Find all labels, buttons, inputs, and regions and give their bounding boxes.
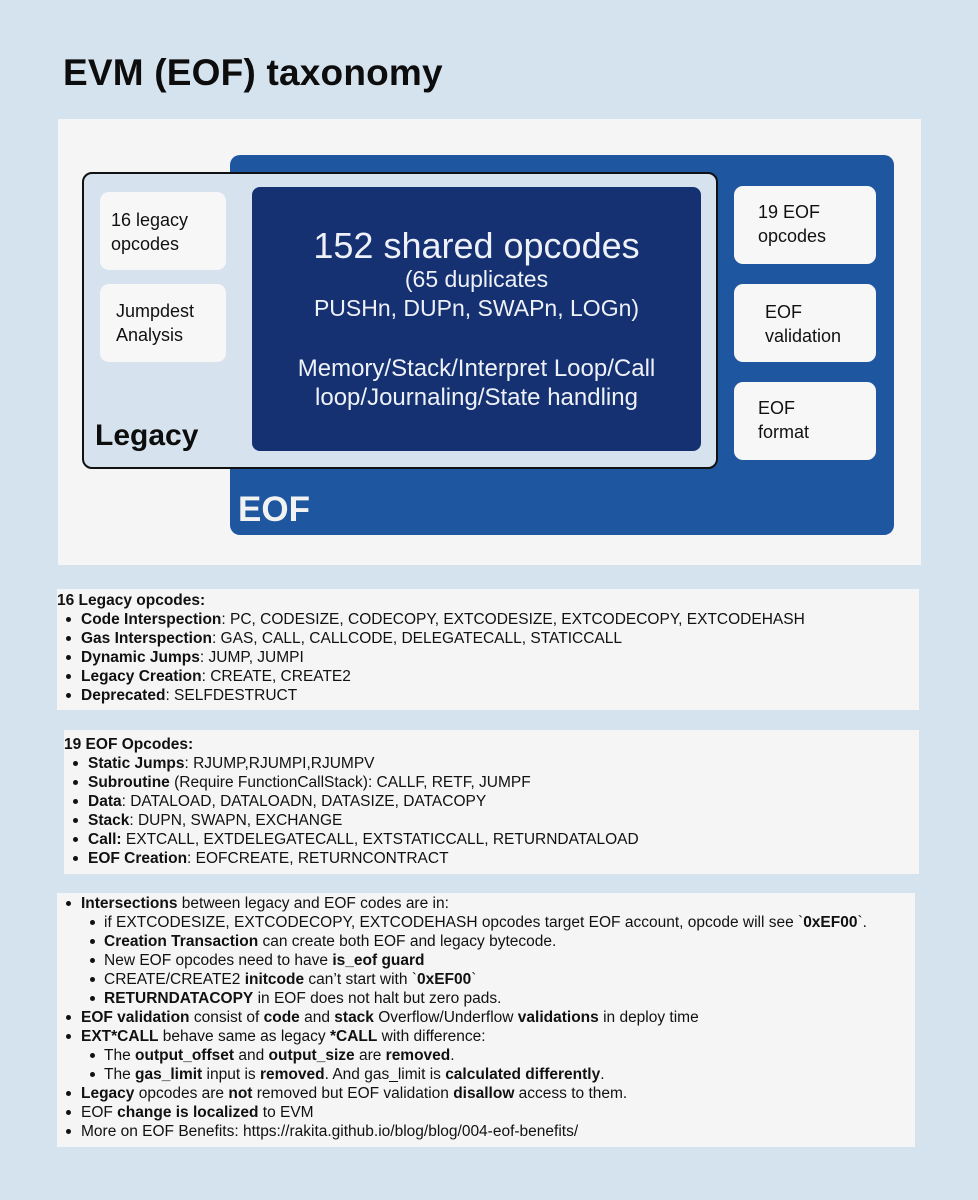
chip-line: 16 legacy	[111, 210, 189, 230]
eof-validation-chip	[734, 284, 876, 362]
list-item: Call: EXTCALL, EXTDELEGATECALL, EXTSTATICCALL, RETURNDATALOAD	[64, 830, 919, 849]
eof-opcodes-heading: 19 EOF Opcodes:	[64, 736, 194, 753]
chip-line: format	[758, 422, 810, 442]
shared-duplicates-note	[252, 265, 701, 323]
eof-opcodes-chip	[734, 186, 876, 264]
list-item: New EOF opcodes need to have is_eof guard	[57, 951, 915, 970]
chip-line: EOF	[765, 302, 803, 322]
list-item: Code Interspection: PC, CODESIZE, CODECOPY, EXTCODESIZE, EXTCODECOPY, EXTCODEHASH	[57, 610, 919, 629]
chip-line: Analysis	[116, 325, 184, 345]
page-title: EVM (EOF) taxonomy	[63, 52, 443, 93]
list-item: Static Jumps: RJUMP,RJUMPI,RJUMPV	[64, 754, 919, 773]
list-item: Legacy opcodes are not removed but EOF validation disallow access to them.	[57, 1084, 915, 1103]
list-item	[57, 1122, 915, 1141]
shared-opcodes-count: 152 shared opcodes	[313, 225, 640, 266]
chip-line: EOF	[758, 398, 796, 418]
list-item: RETURNDATACOPY in EOF does not halt but zero pads.	[57, 989, 915, 1008]
list-item: EOF Creation: EOFCREATE, RETURNCONTRACT	[64, 849, 919, 868]
notes-panel	[57, 893, 915, 1147]
list-item: The output_offset and output_size are removed.	[57, 1046, 915, 1065]
legacy-label: Legacy	[95, 419, 199, 452]
list-item: Data: DATALOAD, DATALOADN, DATASIZE, DATACOPY	[64, 792, 919, 811]
eof-benefits-link: More on EOF Benefits: https://rakita.github.io/blog/blog/004-eof-benefits/	[81, 1123, 579, 1140]
chip-line: opcodes	[758, 226, 827, 246]
shared-desc-line-2: loop/Journaling/State handling	[315, 384, 638, 411]
shared-sub-line-1: (65 duplicates	[404, 266, 549, 292]
chip-line: 19 EOF	[758, 202, 821, 222]
shared-desc-line-1: Memory/Stack/Interpret Loop/Call	[297, 355, 656, 382]
list-item: The gas_limit input is removed. And gas_limit is calculated differently.	[57, 1065, 915, 1084]
list-item: Gas Interspection: GAS, CALL, CALLCODE, DELEGATECALL, STATICCALL	[57, 629, 919, 648]
eof-label: EOF	[238, 490, 310, 529]
list-item: Legacy Creation: CREATE, CREATE2	[57, 667, 919, 686]
list-item: EXT*CALL behave same as legacy *CALL with difference:	[57, 1027, 915, 1046]
legacy-opcodes-panel	[57, 589, 919, 710]
legacy-opcodes-heading: 16 Legacy opcodes:	[57, 592, 206, 609]
chip-line: Jumpdest	[116, 301, 195, 321]
list-item: if EXTCODESIZE, EXTCODECOPY, EXTCODEHASH opcodes target EOF account, opcode will see `0xEF00`.	[57, 913, 915, 932]
list-item: Dynamic Jumps: JUMP, JUMPI	[57, 648, 919, 667]
list-item: EOF validation consist of code and stack Overflow/Underflow validations in deploy time	[57, 1008, 915, 1027]
eof-opcodes-list	[64, 754, 919, 868]
list-item: Deprecated: SELFDESTRUCT	[57, 686, 919, 705]
notes-list	[57, 894, 915, 1141]
shared-opcodes-box	[252, 187, 701, 451]
chip-line: opcodes	[111, 234, 180, 254]
list-item: Stack: DUPN, SWAPN, EXCHANGE	[64, 811, 919, 830]
eof-opcodes-panel	[64, 730, 919, 874]
legacy-opcodes-chip	[100, 192, 226, 270]
list-item: Creation Transaction can create both EOF and legacy bytecode.	[57, 932, 915, 951]
list-item: Subroutine (Require FunctionCallStack): CALLF, RETF, JUMPF	[64, 773, 919, 792]
jumpdest-analysis-chip	[100, 284, 226, 362]
chip-line: validation	[765, 326, 842, 346]
eof-format-chip	[734, 382, 876, 460]
legacy-opcodes-list	[57, 610, 919, 705]
list-item: EOF change is localized to EVM	[57, 1103, 915, 1122]
list-item: CREATE/CREATE2 initcode can’t start with `0xEF00`	[57, 970, 915, 989]
shared-sub-line-2: PUSHn, DUPn, SWAPn, LOGn)	[313, 295, 640, 321]
list-item: Intersections between legacy and EOF codes are in:	[57, 894, 915, 913]
shared-description	[252, 354, 701, 412]
